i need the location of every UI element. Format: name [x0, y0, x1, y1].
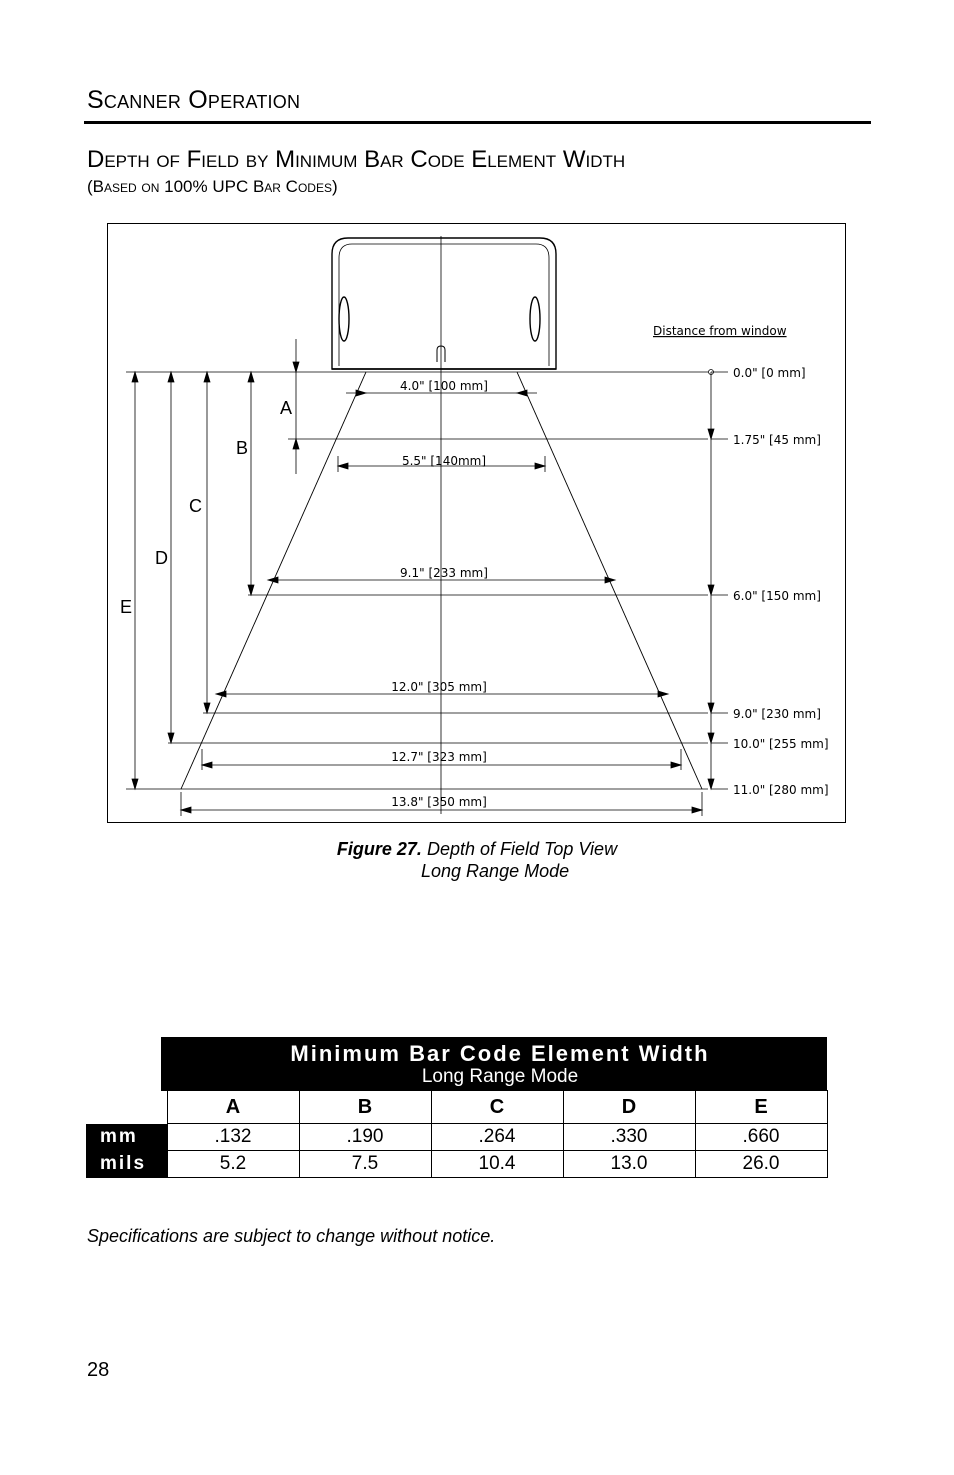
distance-label: 6.0" [150 mm]	[733, 589, 821, 603]
table-cell: 13.0	[563, 1151, 695, 1178]
column-header: A	[167, 1091, 299, 1124]
section-title: Scanner Operation	[87, 86, 301, 114]
width-label: 12.0" [305 mm]	[391, 680, 487, 694]
zone-letter-a: A	[280, 398, 293, 418]
distance-label: 1.75" [45 mm]	[733, 433, 821, 447]
distance-label: 0.0" [0 mm]	[733, 366, 806, 380]
scanner-outline	[332, 238, 556, 369]
page-number: 28	[87, 1359, 110, 1381]
column-header: E	[695, 1091, 827, 1124]
figure-caption-label: Figure 27.	[336, 839, 422, 859]
distance-heading: Distance from window	[653, 324, 787, 338]
table-cell: .330	[563, 1124, 695, 1151]
zone-letter-d: D	[155, 548, 168, 568]
footnote: Specifications are subject to change without notice.	[87, 1226, 496, 1246]
width-label: 12.7" [323 mm]	[391, 750, 487, 764]
width-label: 5.5" [140mm]	[401, 454, 487, 468]
figure-caption	[0, 839, 954, 860]
distance-label: 9.0" [230 mm]	[733, 707, 821, 721]
table-cell: .132	[167, 1124, 299, 1151]
table-cell: .660	[695, 1124, 827, 1151]
table-cell: 10.4	[431, 1151, 563, 1178]
table-cell: .264	[431, 1124, 563, 1151]
column-header: D	[563, 1091, 695, 1124]
figure-caption-line2: Long Range Mode	[421, 861, 570, 881]
distance-label: 11.0" [280 mm]	[733, 783, 829, 797]
table-row	[86, 1124, 827, 1151]
row-label: mils	[86, 1151, 167, 1178]
table-header	[167, 1037, 827, 1091]
column-header: C	[431, 1091, 563, 1124]
figure-caption-text: Depth of Field Top View	[426, 839, 618, 859]
width-label: 13.8" [350 mm]	[391, 795, 487, 809]
zone-letter-c: C	[189, 496, 202, 516]
element-width-table	[86, 1037, 828, 1178]
table-cell: 26.0	[695, 1151, 827, 1178]
depth-of-field-figure	[107, 223, 846, 823]
table-row	[86, 1151, 827, 1178]
distance-label: 10.0" [255 mm]	[733, 737, 829, 751]
column-header: B	[299, 1091, 431, 1124]
table-cell: 7.5	[299, 1151, 431, 1178]
zone-letter-b: B	[236, 438, 249, 458]
row-label: mm	[86, 1124, 167, 1151]
table-cell: .190	[299, 1124, 431, 1151]
zone-letter-e: E	[120, 597, 133, 617]
width-label: 4.0" [100 mm]	[400, 379, 488, 393]
table-title: Minimum Bar Code Element Width	[290, 1040, 710, 1066]
page-title: Depth of Field by Minimum Bar Code Element Width	[87, 146, 626, 173]
width-label: 9.1" [233 mm]	[400, 566, 488, 580]
depth-of-field-diagram	[108, 224, 847, 824]
table-subtitle: Long Range Mode	[421, 1065, 579, 1087]
table-cell: 5.2	[167, 1151, 299, 1178]
page-subtitle: (Based on 100% UPC Bar Codes)	[87, 177, 338, 196]
title-rule	[84, 121, 871, 124]
